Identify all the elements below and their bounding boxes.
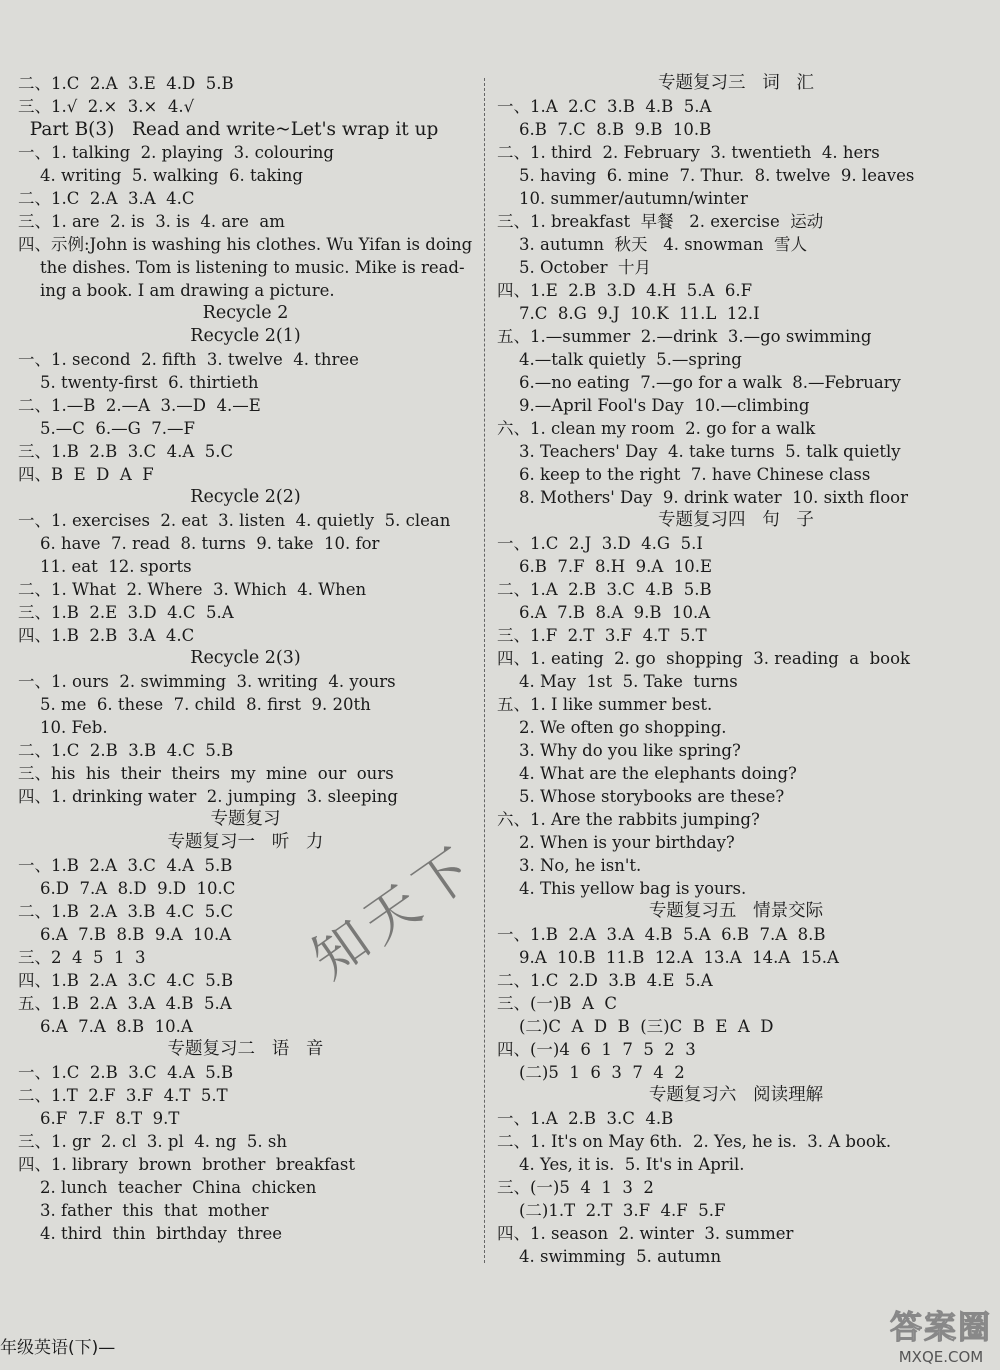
answer-line: 6.A 7.B 8.A 9.B 10.A xyxy=(519,603,711,622)
answer-line: 10. Feb. xyxy=(40,718,108,737)
answer-line: 四、1.E 2.B 3.D 4.H 5.A 6.F xyxy=(497,281,753,300)
answer-line: 4. swimming 5. autumn xyxy=(519,1247,722,1266)
section-heading: 专题复习二 语 音 xyxy=(167,1039,324,1059)
answer-line: 四、1. library brown brother breakfast xyxy=(18,1155,356,1174)
section-heading: 专题复习三 词 汇 xyxy=(658,73,814,93)
answer-line: 4. What are the elephants doing? xyxy=(519,764,797,783)
answer-line: 二、1.—B 2.—A 3.—D 4.—E xyxy=(18,396,261,415)
answer-line: 二、1.B 2.A 3.B 4.C 5.C xyxy=(18,902,234,921)
watermark-logo: 答案圈 xyxy=(889,1308,992,1346)
answer-line: the dishes. Tom is listening to music. Mike is read- xyxy=(40,258,465,277)
answer-line: 二、1.C 2.A 3.E 4.D 5.B xyxy=(18,74,234,93)
answer-line: 五、1. I like summer best. xyxy=(497,695,713,714)
answer-line: 4. writing 5. walking 6. taking xyxy=(40,166,303,185)
answer-line: 9.—April Fool's Day 10.—climbing xyxy=(519,396,810,415)
right-column xyxy=(497,72,975,1268)
section-heading: Recycle 2(3) xyxy=(190,648,301,668)
answer-line: 5. having 6. mine 7. Thur. 8. twelve 9. leaves xyxy=(519,166,915,185)
answer-line: 9.A 10.B 11.B 12.A 13.A 14.A 15.A xyxy=(519,948,839,967)
answer-line: 三、1. are 2. is 3. is 4. are am xyxy=(18,212,285,231)
answer-line: 一、1.B 2.A 3.C 4.A 5.B xyxy=(18,856,233,875)
answer-line: 一、1.B 2.A 3.A 4.B 5.A 6.B 7.A 8.B xyxy=(497,925,826,944)
answer-line: 6. keep to the right 7. have Chinese class xyxy=(519,465,871,484)
answer-line: 5. October 十月 xyxy=(519,258,652,277)
answer-line: 六、1. Are the rabbits jumping? xyxy=(497,810,760,829)
section-heading: 专题复习一 听 力 xyxy=(167,832,324,852)
answer-line: (二)C A D B (三)C B E A D xyxy=(519,1017,774,1036)
answer-line: 一、1.C 2.B 3.C 4.A 5.B xyxy=(18,1063,234,1082)
answer-line: 7.C 8.G 9.J 10.K 11.L 12.I xyxy=(519,304,760,323)
answer-line: ing a book. I am drawing a picture. xyxy=(40,281,335,300)
answer-line: 10. summer/autumn/winter xyxy=(519,189,748,208)
answer-line: 三、1.B 2.B 3.C 4.A 5.C xyxy=(18,442,234,461)
answer-line: 三、1.√ 2.× 3.× 4.√ xyxy=(18,97,195,116)
page-footer: 年级英语(下)— xyxy=(0,1338,116,1358)
answer-line: 四、1. season 2. winter 3. summer xyxy=(497,1224,794,1243)
answer-line: 6.D 7.A 8.D 9.D 10.C xyxy=(40,879,236,898)
answer-line: 二、1.A 2.B 3.C 4.B 5.B xyxy=(497,580,712,599)
answer-line: 3. No, he isn't. xyxy=(519,856,642,875)
answer-line: 四、1. eating 2. go shopping 3. reading a book xyxy=(497,649,911,668)
answer-line: 五、1.—summer 2.—drink 3.—go swimming xyxy=(497,327,872,346)
answer-line: 一、1. second 2. fifth 3. twelve 4. three xyxy=(18,350,359,369)
answer-line: 6.—no eating 7.—go for a walk 8.—February xyxy=(519,373,901,392)
answer-line: 3. autumn 秋天 4. snowman 雪人 xyxy=(519,235,807,254)
answer-line: 二、1.C 2.D 3.B 4.E 5.A xyxy=(497,971,713,990)
answer-line: 6.F 7.F 8.T 9.T xyxy=(40,1109,180,1128)
section-heading: 专题复习 xyxy=(210,809,281,829)
answer-line: 一、1.C 2.J 3.D 4.G 5.I xyxy=(497,534,703,553)
answer-line: 3. father this that mother xyxy=(40,1201,269,1220)
answer-line: 四、示例:John is washing his clothes. Wu Yifan is doing xyxy=(18,235,473,254)
answer-line: 四、B E D A F xyxy=(18,465,154,484)
answer-line: 四、1. drinking water 2. jumping 3. sleeping xyxy=(18,787,398,806)
watermark-url: MXQE.COM xyxy=(898,1348,984,1366)
section-heading: 专题复习五 情景交际 xyxy=(648,901,824,921)
answer-line: 二、1.C 2.A 3.A 4.C xyxy=(18,189,195,208)
answer-line: 三、(一)B A C xyxy=(497,994,618,1013)
answer-line: 6.A 7.B 8.B 9.A 10.A xyxy=(40,925,232,944)
answer-line: 6. have 7. read 8. turns 9. take 10. for xyxy=(40,534,380,553)
answer-line: 2. When is your birthday? xyxy=(519,833,735,852)
answer-line: 5.—C 6.—G 7.—F xyxy=(40,419,195,438)
watermark xyxy=(890,1302,992,1366)
answer-line: 三、1.B 2.E 3.D 4.C 5.A xyxy=(18,603,234,622)
answer-line: 一、1.A 2.B 3.C 4.B xyxy=(497,1109,674,1128)
answer-line: 一、1. talking 2. playing 3. colouring xyxy=(18,143,334,162)
answer-line: 2. lunch teacher China chicken xyxy=(40,1178,317,1197)
answer-line: 5. me 6. these 7. child 8. first 9. 20th xyxy=(40,695,371,714)
answer-line: 二、1.T 2.F 3.F 4.T 5.T xyxy=(18,1086,228,1105)
section-heading: Recycle 2(1) xyxy=(190,326,301,346)
answer-line: (二)1.T 2.T 3.F 4.F 5.F xyxy=(519,1201,726,1220)
left-column xyxy=(18,72,473,1245)
answer-line: 一、1. exercises 2. eat 3. listen 4. quietly 5. clean xyxy=(18,511,451,530)
answer-line: 三、1.F 2.T 3.F 4.T 5.T xyxy=(497,626,707,645)
answer-line: 二、1. third 2. February 3. twentieth 4. hers xyxy=(497,143,880,162)
answer-line: 4. May 1st 5. Take turns xyxy=(519,672,738,691)
answer-line: 4.—talk quietly 5.—spring xyxy=(519,350,742,369)
answer-line: 一、1.A 2.C 3.B 4.B 5.A xyxy=(497,97,712,116)
answer-line: 四、(一)4 6 1 7 5 2 3 xyxy=(497,1040,696,1059)
answer-line: 2. We often go shopping. xyxy=(519,718,727,737)
section-heading: Recycle 2(2) xyxy=(190,487,301,507)
answer-line: 三、2 4 5 1 3 xyxy=(18,948,146,967)
answer-line: 8. Mothers' Day 9. drink water 10. sixth floor xyxy=(519,488,908,507)
answer-line: 6.A 7.A 8.B 10.A xyxy=(40,1017,193,1036)
answer-line: 5. Whose storybooks are these? xyxy=(519,787,785,806)
column-divider xyxy=(484,78,485,1263)
answer-line: 6.B 7.C 8.B 9.B 10.B xyxy=(519,120,712,139)
section-heading: 专题复习四 句 子 xyxy=(658,510,814,530)
answer-line: 二、1.C 2.B 3.B 4.C 5.B xyxy=(18,741,234,760)
answer-line: 一、1. ours 2. swimming 3. writing 4. yours xyxy=(18,672,396,691)
answer-line: 三、1. breakfast 早餐 2. exercise 运动 xyxy=(497,212,824,231)
answer-line: 三、his his their theirs my mine our ours xyxy=(18,764,394,783)
answer-line: 4. third thin birthday three xyxy=(40,1224,282,1243)
answer-line: 五、1.B 2.A 3.A 4.B 5.A xyxy=(18,994,232,1013)
answer-line: 3. Teachers' Day 4. take turns 5. talk quietly xyxy=(519,442,901,461)
answer-line: 二、1. What 2. Where 3. Which 4. When xyxy=(18,580,367,599)
answer-line: 11. eat 12. sports xyxy=(40,557,192,576)
answer-line: 6.B 7.F 8.H 9.A 10.E xyxy=(519,557,713,576)
section-heading: 专题复习六 阅读理解 xyxy=(648,1085,824,1105)
handwritten-annotation: 知天下 xyxy=(301,832,490,991)
answer-line: 六、1. clean my room 2. go for a walk xyxy=(497,419,816,438)
answer-line: 4. Yes, it is. 5. It's in April. xyxy=(519,1155,745,1174)
answer-line: 三、1. gr 2. cl 3. pl 4. ng 5. sh xyxy=(18,1132,287,1151)
answer-line: 四、1.B 2.A 3.C 4.C 5.B xyxy=(18,971,234,990)
answer-line: 四、1.B 2.B 3.A 4.C xyxy=(18,626,195,645)
section-heading: Recycle 2 xyxy=(202,303,289,323)
answer-line: 三、(一)5 4 1 3 2 xyxy=(497,1178,654,1197)
answer-line: 3. Why do you like spring? xyxy=(519,741,741,760)
answer-line: (二)5 1 6 3 7 4 2 xyxy=(519,1063,685,1082)
answer-line: 二、1. It's on May 6th. 2. Yes, he is. 3. A book. xyxy=(497,1132,892,1151)
answer-line: Part B(3) Read and write~Let's wrap it up xyxy=(18,119,439,140)
answer-line: 5. twenty-first 6. thirtieth xyxy=(40,373,259,392)
answer-line: 4. This yellow bag is yours. xyxy=(519,879,747,898)
